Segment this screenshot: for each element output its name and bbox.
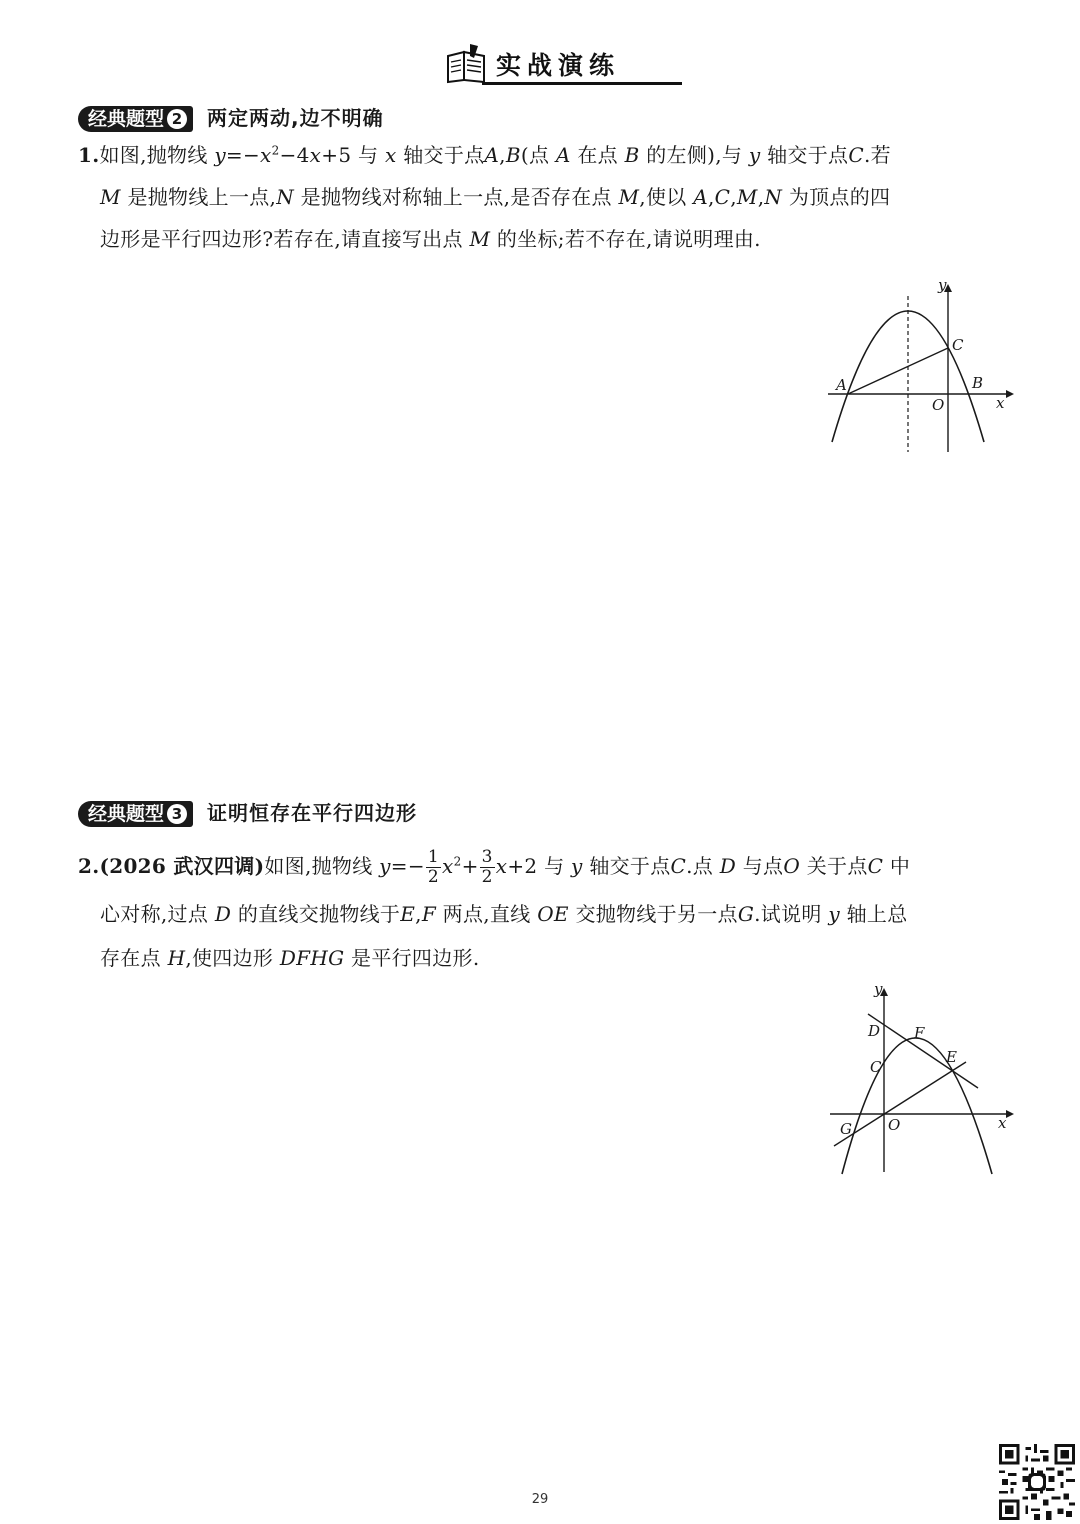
section-heading-2 [78, 102, 384, 132]
label-x: x [998, 1114, 1007, 1132]
label-y: y [874, 982, 883, 998]
banner-underline [482, 82, 682, 85]
label-o: O [888, 1116, 901, 1134]
section-banner [440, 40, 650, 86]
problem-2-line-1: 2.(2026 武汉四调)如图,抛物线 y=− $\frac{1}{2}$ $x^2+$ $\frac{3}{2}$ x+2 与 y 轴交于点C.点 D 与点O 关于点C 中 [78, 847, 911, 887]
book-pencil-icon [444, 42, 488, 84]
label-f: F [914, 1024, 925, 1042]
section-title: 证明恒存在平行四边形 [207, 801, 418, 825]
problem-1 [78, 134, 1018, 260]
problem-number: 2. [78, 854, 100, 878]
section-title: 两定两动,边不明确 [207, 106, 384, 130]
section-badge: 经典题型 2 [78, 106, 193, 132]
label-c: C [952, 336, 964, 354]
x-axis-arrow [1006, 1110, 1014, 1118]
problem-1-line-3: 边形是平行四边形?若存在,请直接写出点 M 的坐标;若不存在,请说明理由. [100, 227, 761, 251]
label-o: O [932, 396, 945, 414]
figure-1 [820, 280, 1020, 460]
label-d: D [868, 1022, 881, 1040]
segment-ac [848, 348, 948, 394]
label-x: x [996, 394, 1005, 412]
problem-1-line-1: 1.如图,抛物线 $y=-x^2-4x+5$ 与 x 轴交于点A,B(点 A 在点 B 的左侧),与 y 轴交于点C.若 [78, 143, 891, 167]
label-a: A [836, 376, 847, 394]
x-axis-arrow [1006, 390, 1014, 398]
problem-2 [78, 840, 1018, 980]
fraction-three-halves: $\frac{3}{2}$ [481, 847, 493, 887]
badge-number: 2 [167, 109, 187, 129]
figure-2 [820, 982, 1020, 1182]
problem-number: 1. [78, 143, 100, 167]
problem-source: (2026 武汉四调) [99, 854, 265, 878]
parabola [842, 1038, 992, 1174]
badge-number: 3 [167, 804, 187, 824]
problem-1-line-2: M 是抛物线上一点,N 是抛物线对称轴上一点,是否存在点 M,使以 A,C,M,N 为顶点的四 [100, 185, 891, 209]
label-e: E [946, 1048, 957, 1066]
problem-2-line-3: 存在点 H,使四边形 DFHG 是平行四边形. [100, 946, 480, 970]
section-heading-3 [78, 797, 417, 827]
label-y: y [938, 280, 947, 294]
label-c: C [870, 1058, 882, 1076]
problem-2-line-2: 心对称,过点 D 的直线交抛物线于E,F 两点,直线 OE 交抛物线于另一点G.试说明 y 轴上总 [100, 902, 908, 926]
label-b: B [972, 374, 984, 392]
label-g: G [840, 1120, 852, 1138]
page-number: 29 [531, 1492, 549, 1507]
section-badge: 经典题型 3 [78, 801, 193, 827]
fraction-one-half: $\frac{1}{2}$ [427, 847, 440, 887]
qr-code-icon [998, 1444, 1076, 1520]
banner-title: 实战演练 [496, 51, 621, 80]
